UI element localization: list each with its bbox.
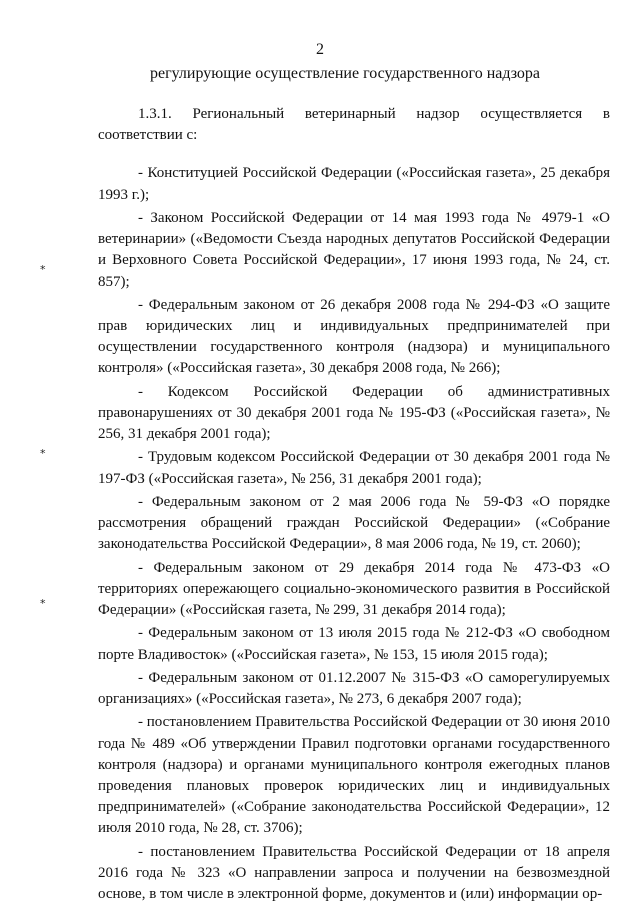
paragraph-list-item: - постановлением Правительства Российской Федерации от 18 апреля 2016 года № 323 «О направлении запроса и получении на безвозмездной основе, в том числе в электронной форме, документов и (или) информации ор-	[98, 843, 610, 903]
paragraph-list-item: - Федеральным законом от 26 декабря 2008 года № 294-ФЗ «О защите прав юридических лиц и индивидуальных предпринимателей при осуществлении государственного контроля (надзора) и муниципального контроля» («Российская газета», 30 декабря 2008 года, № 266);	[98, 296, 610, 377]
paragraph-list-item: - постановлением Правительства Российской Федерации от 30 июня 2010 года № 489 «Об утверждении Правил подготовки органами государственного контроля (надзора) и органами муниципального контроля ежегодных планов проведения плановых проверок юридических лиц и индивидуальных предпринимателей» («Собрание законодательства Российской Федерации», 12 июля 2010 года, № 28, ст. 3706);	[98, 714, 610, 837]
margin-mark: *	[40, 447, 46, 460]
paragraph-list-item: - Трудовым кодексом Российской Федерации от 30 декабря 2001 года № 197-ФЗ («Российская газета», № 256, 31 декабря 2001 года);	[98, 449, 610, 487]
paragraph-list-item: - Федеральным законом от 2 мая 2006 года № 59-ФЗ «О порядке рассмотрения обращений граждан Российской Федерации» («Собрание законодательства Российской Федерации», 8 мая 2006 года, № 19, ст. 2060);	[98, 493, 610, 553]
margin-mark: *	[40, 597, 46, 610]
heading-line: регулирующие осуществление государственного надзора	[149, 65, 541, 82]
paragraph-list-item: - Конституцией Российской Федерации («Российская газета», 25 декабря 1993 г.);	[98, 165, 610, 203]
document-body	[98, 104, 610, 907]
paragraph-list-item: - Федеральным законом от 13 июля 2015 года № 212-ФЗ «О свободном порте Владивосток» («Российская газета», № 153, 15 июля 2015 года);	[98, 625, 610, 663]
paragraph-list-item: - Законом Российской Федерации от 14 мая 1993 года № 4979-1 «О ветеринарии» («Ведомости Съезда народных депутатов Российской Федерации и Верховного Совета Российской Федерации», 17 июня 1993 года, № 24, ст. 857);	[98, 209, 610, 290]
page-number: 2	[316, 41, 324, 58]
paragraph-list-item: - Федеральным законом от 01.12.2007 № 315-ФЗ «О саморегулируемых организациях» («Российская газета», № 273, 6 декабря 2007 года);	[98, 669, 610, 708]
margin-mark: *	[40, 263, 46, 276]
paragraph-list-item: - Федеральным законом от 29 декабря 2014 года № 473-ФЗ «О территориях опережающего социально-экономического развития в Российской Федерации» («Российская газета, № 299, 31 декабря 2014 года);	[98, 559, 610, 619]
paragraph-intro: 1.3.1. Региональный ветеринарный надзор осуществляется в соответствии с:	[98, 106, 610, 144]
paragraph-list-item: - Кодексом Российской Федерации об административных правонарушениях от 30 декабря 2001 года № 195-ФЗ («Российская газета», № 256, 31 декабря 2001 года);	[98, 383, 610, 443]
